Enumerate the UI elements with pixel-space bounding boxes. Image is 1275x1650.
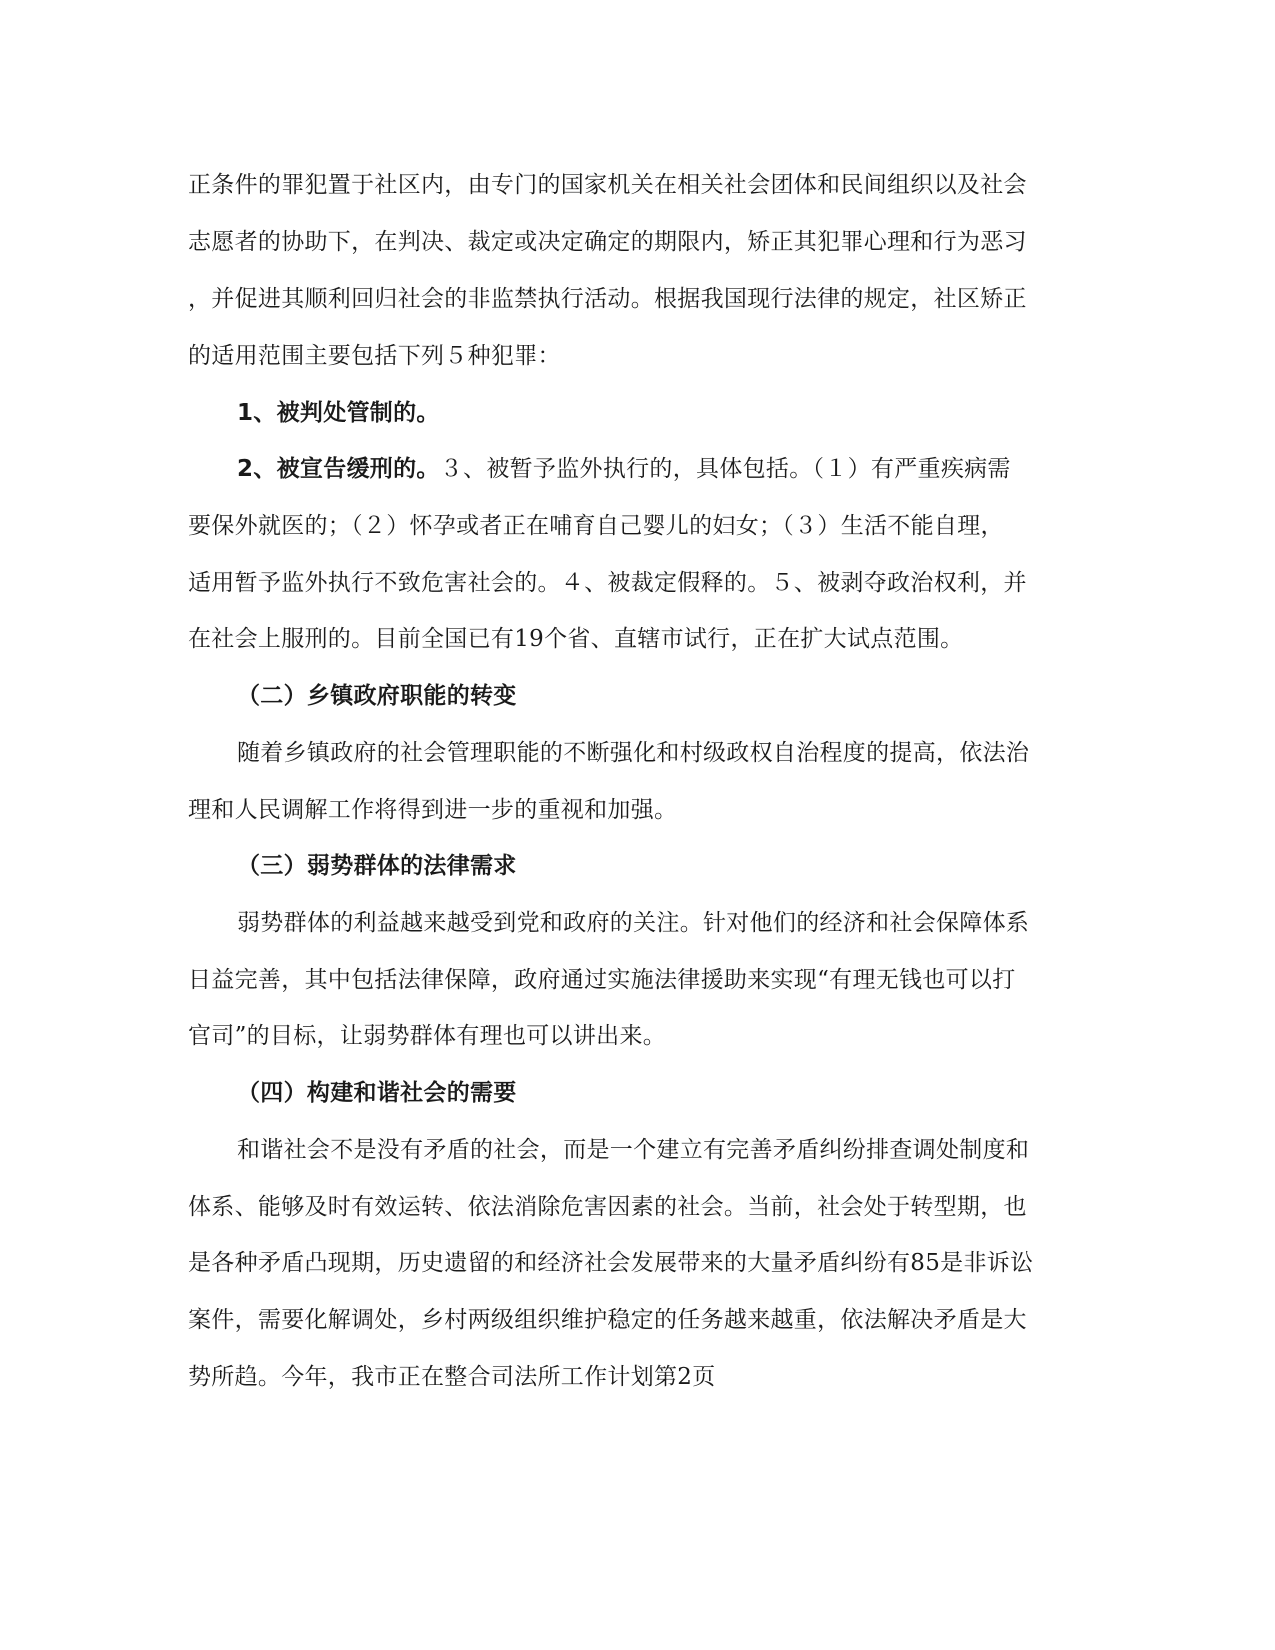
paragraph-line: 日益完善，其中包括法律保障，政府通过实施法律援助来实现“有理无钱也可以打	[188, 967, 1016, 993]
paragraph-line: 随着乡镇政府的社会管理职能的不断强化和村级政权自治程度的提高，依法治	[237, 740, 1030, 766]
list-item-2	[237, 454, 1011, 484]
paragraph-line: 弱势群体的利益越来越受到党和政府的关注。针对他们的经济和社会保障体系	[237, 910, 1030, 936]
list-item-2-rest: ３、被暂予监外执行的，具体包括。（１）有严重疾病需	[439, 456, 1011, 482]
paragraph-line: 官司”的目标，让弱势群体有理也可以讲出来。	[188, 1023, 667, 1049]
paragraph-line: 案件，需要化解调处，乡村两级组织维护稳定的任务越来越重，依法解决矛盾是大	[188, 1307, 1027, 1333]
paragraph-line: 和谐社会不是没有矛盾的社会，而是一个建立有完善矛盾纠纷排查调处制度和	[237, 1137, 1030, 1163]
paragraph-line: 体系、能够及时有效运转、依法消除危害因素的社会。当前，社会处于转型期，也	[188, 1194, 1027, 1220]
paragraph-line: 是各种矛盾凸现期，历史遗留的和经济社会发展带来的大量矛盾纠纷有85是非诉讼	[188, 1250, 1034, 1276]
paragraph-line: 势所趋。今年，我市正在整合司法所工作计划第2页	[188, 1364, 716, 1390]
paragraph-line: 的适用范围主要包括下列５种犯罪：	[188, 343, 561, 369]
paragraph-line: 在社会上服刑的。目前全国已有19个省、直辖市试行，正在扩大试点范围。	[188, 626, 964, 652]
paragraph-line: 要保外就医的；（２）怀孕或者正在哺育自己婴儿的妇女；（３）生活不能自理，	[188, 513, 1004, 539]
list-item-2-bold: 2、被宣告缓刑的。	[237, 456, 440, 482]
section-heading: （二）乡镇政府职能的转变	[237, 683, 517, 709]
paragraph-line: ，并促进其顺利回归社会的非监禁执行活动。根据我国现行法律的规定，社区矫正	[188, 286, 1027, 312]
section-heading: （三）弱势群体的法律需求	[237, 853, 517, 879]
paragraph-line: 志愿者的协助下，在判决、裁定或决定确定的期限内，矫正其犯罪心理和行为恶习	[188, 229, 1027, 255]
paragraph-line: 理和人民调解工作将得到进一步的重视和加强。	[188, 797, 678, 823]
paragraph-line: 正条件的罪犯置于社区内，由专门的国家机关在相关社会团体和民间组织以及社会	[188, 172, 1027, 198]
paragraph-line: 适用暂予监外执行不致危害社会的。４、被裁定假释的。５、被剥夺政治权利，并	[188, 570, 1027, 596]
section-heading: （四）构建和谐社会的需要	[237, 1080, 517, 1106]
list-item-1: 1、被判处管制的。	[237, 400, 440, 426]
